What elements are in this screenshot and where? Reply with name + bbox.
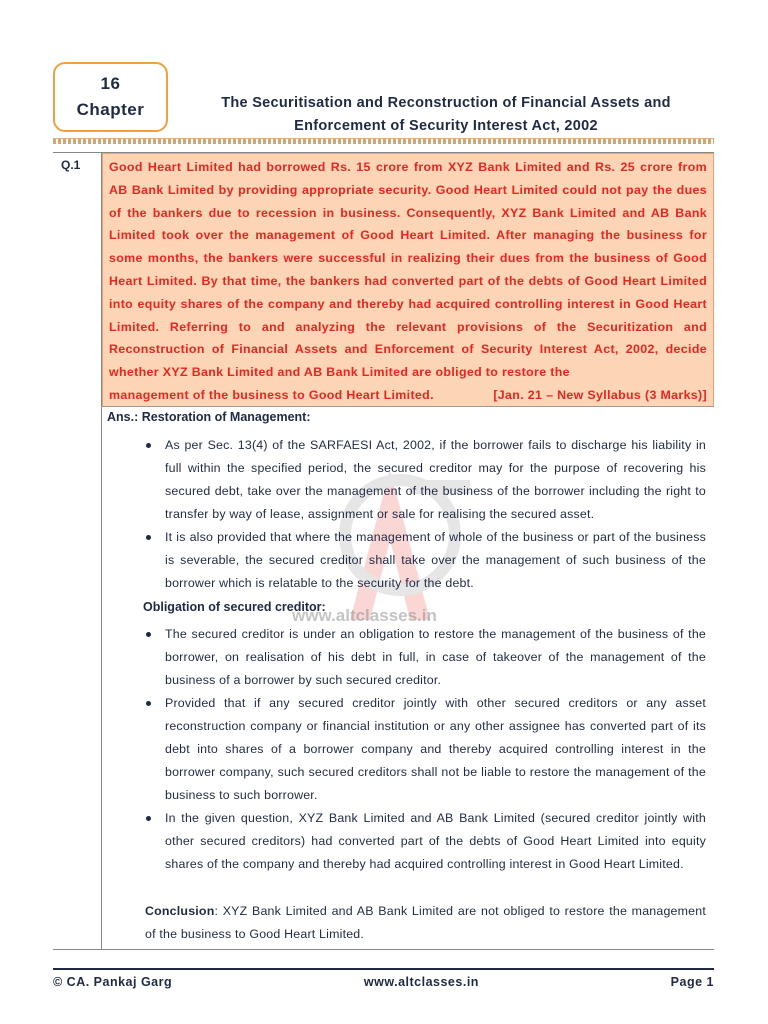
list-item [165,692,706,807]
footer-page-number: Page 1 [670,975,714,989]
chapter-box [53,62,168,132]
question-last-line [109,384,707,407]
answer-heading: Ans.: Restoration of Management: [107,410,311,424]
question-box [102,153,714,407]
decorative-divider [53,138,714,144]
watermark-url: www.altclasses.in [292,606,437,625]
page-title [180,92,712,138]
bullet-text: It is also provided that where the management of whole of the business or part of the business is severable, the secured creditor shall take over the management of such business of the borrower which is relatable to the security for the debt. [165,530,706,590]
list-item [165,807,706,876]
title-line-1: The Securitisation and Reconstruction of Financial Assets and [221,95,671,111]
page-footer [53,975,714,989]
chapter-label: Chapter [76,100,145,119]
conclusion-text: : XYZ Bank Limited and AB Bank Limited are not obliged to restore the management of the business to Good Heart Limited. [145,904,706,941]
answer-bullets-2 [165,623,706,876]
question-text: Good Heart Limited had borrowed Rs. 15 crore from XYZ Bank Limited and Rs. 25 crore from AB Bank Limited by providing appropriate security. Good Heart Limited could not pay the dues of the bankers due to recession in business. Consequently, XYZ Bank Limited and AB Bank Limited took over the management of Good Heart Limited. After managing the business for some months, the bankers were successful in realizing their dues from the business of Good Heart Limited. By that time, the bankers had converted part of the debts of Good Heart Limited into equity shares of the company and thereby had acquired controlling interest in Good Heart Limited. Referring to and analyzing the relevant provisions of the Securitization and Reconstruction of Financial Assets and Enforcement of Security Interest Act, 2002, decide whether XYZ Bank Limited and AB Bank Limited are obliged to restore the [109,160,707,380]
bullet-icon [146,535,151,540]
conclusion-label: Conclusion [145,904,215,918]
footer-author: © CA. Pankaj Garg [53,975,173,989]
bullet-icon [146,701,151,706]
chapter-number: 16 [100,74,121,93]
answer-separator [101,406,714,407]
list-item [165,434,706,526]
bullet-text: The secured creditor is under an obligation to restore the management of the business of the borrower, on realisation of his debt in full, in case of takeover of the management of the business of a borrower by such secured creditor. [165,627,706,687]
bullet-icon [146,816,151,821]
bullet-text: As per Sec. 13(4) of the SARFAESI Act, 2002, if the borrower fails to discharge his liability in full within the specified period, the secured creditor may for the purpose of recovering his secured debt, take over the management of the business of the borrower including the right to transfer by way of lease, assignment or sale for realising the secured asset. [165,438,706,521]
footer-website: www.altclasses.in [363,975,479,989]
obligation-subheading: Obligation of secured creditor: [143,600,326,614]
footer-divider [53,968,714,970]
table-bottom-border [53,949,714,950]
conclusion [145,900,706,946]
list-item [165,623,706,692]
list-item [165,526,706,595]
question-last-line-text: management of the business to Good Heart Limited. [109,387,434,402]
bullet-icon [146,632,151,637]
answer-bullets-1 [165,434,706,595]
question-reference: [Jan. 21 – New Syllabus (3 Marks)] [493,387,707,402]
title-line-2: Enforcement of Security Interest Act, 2002 [294,118,598,134]
bullet-text: In the given question, XYZ Bank Limited and AB Bank Limited (secured creditor jointly with other secured creditors) had converted part of the debts of Good Heart Limited into equity shares of the company and thereby had acquired controlling interest in Good Heart Limited. [165,811,706,871]
question-number: Q.1 [61,158,81,172]
bullet-text: Provided that if any secured creditor jointly with other secured creditors or any asset reconstruction company or financial institution or any other assignee has converted part of its debt into shares of a borrower company and thereby acquired controlling interest in the borrower company, such secured creditors shall not be liable to restore the management of the business to such borrower. [165,696,706,802]
bullet-icon [146,443,151,448]
